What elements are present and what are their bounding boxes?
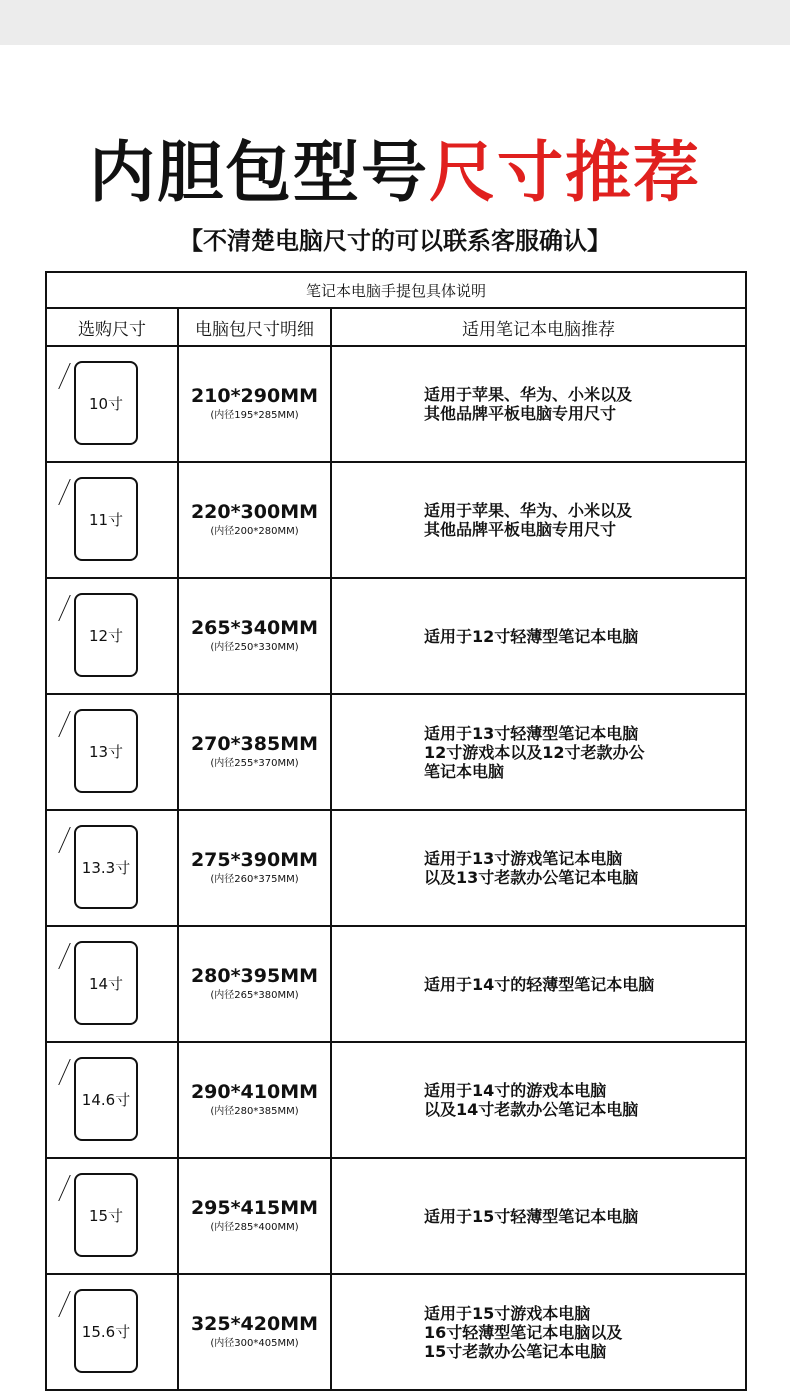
recommendation-cell <box>331 346 746 462</box>
size-cell <box>46 578 178 694</box>
size-label: 14寸 <box>88 974 124 993</box>
table-row <box>46 1158 746 1274</box>
dimension-cell <box>178 346 331 462</box>
size-label: 12寸 <box>88 626 124 645</box>
size-cell <box>46 346 178 462</box>
recommendation-line: 其他品牌平板电脑专用尺寸 <box>424 404 617 423</box>
recommendation-line: 适用于15寸游戏本电脑 <box>424 1303 591 1323</box>
recommendation-cell <box>331 1042 746 1158</box>
recommendation-cell <box>331 1274 746 1390</box>
recommendation-line: 15寸老款办公笔记本电脑 <box>424 1341 607 1361</box>
inner-dimension: (内径285*400MM) <box>210 1222 299 1233</box>
size-cell <box>46 462 178 578</box>
table-row <box>46 694 746 810</box>
recommendation-line: 笔记本电脑 <box>424 761 505 781</box>
outer-dimension: 325*420MM <box>190 1313 319 1335</box>
dimension-cell <box>178 694 331 810</box>
header-size: 选购尺寸 <box>46 308 178 346</box>
size-label: 13.3寸 <box>81 858 131 877</box>
recommendation-cell <box>331 926 746 1042</box>
top-gray-bar <box>0 0 790 45</box>
table-row <box>46 1042 746 1158</box>
table-caption: 笔记本电脑手提包具体说明 <box>46 272 746 308</box>
recommendation-cell <box>331 462 746 578</box>
recommendation-line: 其他品牌平板电脑专用尺寸 <box>424 520 617 539</box>
inner-dimension: (内径280*385MM) <box>210 1106 299 1117</box>
inner-dimension: (内径250*330MM) <box>210 642 299 653</box>
table-row <box>46 346 746 462</box>
dimension-cell <box>178 462 331 578</box>
recommendation-line: 以及13寸老款办公笔记本电脑 <box>424 868 639 887</box>
size-table <box>45 271 747 1391</box>
inner-dimension: (内径195*285MM) <box>210 410 299 421</box>
recommendation-line: 适用于14寸的游戏本电脑 <box>424 1081 607 1100</box>
inner-dimension: (内径260*375MM) <box>210 874 299 885</box>
page-title <box>0 130 790 216</box>
header-recommendation: 适用笔记本电脑推荐 <box>331 308 746 346</box>
recommendation-line: 适用于13寸游戏笔记本电脑 <box>424 849 623 868</box>
recommendation-line: 适用于苹果、华为、小米以及 <box>424 501 633 520</box>
recommendation-line: 以及14寸老款办公笔记本电脑 <box>424 1100 639 1119</box>
page-subtitle: 【不清楚电脑尺寸的可以联系客服确认】 <box>179 227 611 255</box>
size-cell <box>46 810 178 926</box>
dimension-cell <box>178 578 331 694</box>
inner-dimension: (内径255*370MM) <box>210 758 299 769</box>
recommendation-cell <box>331 810 746 926</box>
table-row <box>46 810 746 926</box>
size-cell <box>46 1274 178 1390</box>
outer-dimension: 280*395MM <box>190 965 319 987</box>
outer-dimension: 295*415MM <box>190 1197 319 1219</box>
outer-dimension: 270*385MM <box>190 733 319 755</box>
inner-dimension: (内径265*380MM) <box>210 990 299 1001</box>
size-cell <box>46 926 178 1042</box>
dimension-cell <box>178 926 331 1042</box>
outer-dimension: 265*340MM <box>190 617 319 639</box>
recommendation-line: 适用于15寸轻薄型笔记本电脑 <box>424 1206 639 1226</box>
dimension-cell <box>178 1158 331 1274</box>
size-label: 11寸 <box>88 510 124 529</box>
dimension-cell <box>178 810 331 926</box>
size-cell <box>46 1158 178 1274</box>
outer-dimension: 275*390MM <box>190 849 319 871</box>
outer-dimension: 220*300MM <box>190 501 319 523</box>
recommendation-cell <box>331 694 746 810</box>
recommendation-line: 适用于13寸轻薄型笔记本电脑 <box>424 723 639 743</box>
recommendation-cell <box>331 1158 746 1274</box>
dimension-cell <box>178 1274 331 1390</box>
recommendation-cell <box>331 578 746 694</box>
inner-dimension: (内径200*280MM) <box>210 526 299 537</box>
outer-dimension: 210*290MM <box>190 385 319 407</box>
size-label: 15寸 <box>88 1206 124 1225</box>
title-red-part: 尺寸推荐 <box>429 134 701 211</box>
dimension-cell <box>178 1042 331 1158</box>
size-cell <box>46 694 178 810</box>
recommendation-line: 适用于12寸轻薄型笔记本电脑 <box>424 626 639 646</box>
size-label: 15.6寸 <box>81 1322 131 1341</box>
recommendation-line: 12寸游戏本以及12寸老款办公 <box>424 742 645 762</box>
size-label: 10寸 <box>88 394 124 413</box>
header-dimensions: 电脑包尺寸明细 <box>178 308 331 346</box>
inner-dimension: (内径300*405MM) <box>210 1338 299 1349</box>
title-black-part: 内胆包型号 <box>89 134 429 211</box>
table-row <box>46 462 746 578</box>
table-row <box>46 578 746 694</box>
size-cell <box>46 1042 178 1158</box>
outer-dimension: 290*410MM <box>190 1081 319 1103</box>
recommendation-line: 适用于14寸的轻薄型笔记本电脑 <box>424 974 655 994</box>
table-row <box>46 926 746 1042</box>
recommendation-line: 16寸轻薄型笔记本电脑以及 <box>424 1322 623 1342</box>
recommendation-line: 适用于苹果、华为、小米以及 <box>424 385 633 404</box>
size-label: 13寸 <box>88 742 124 761</box>
table-row <box>46 1274 746 1390</box>
size-label: 14.6寸 <box>81 1090 131 1109</box>
